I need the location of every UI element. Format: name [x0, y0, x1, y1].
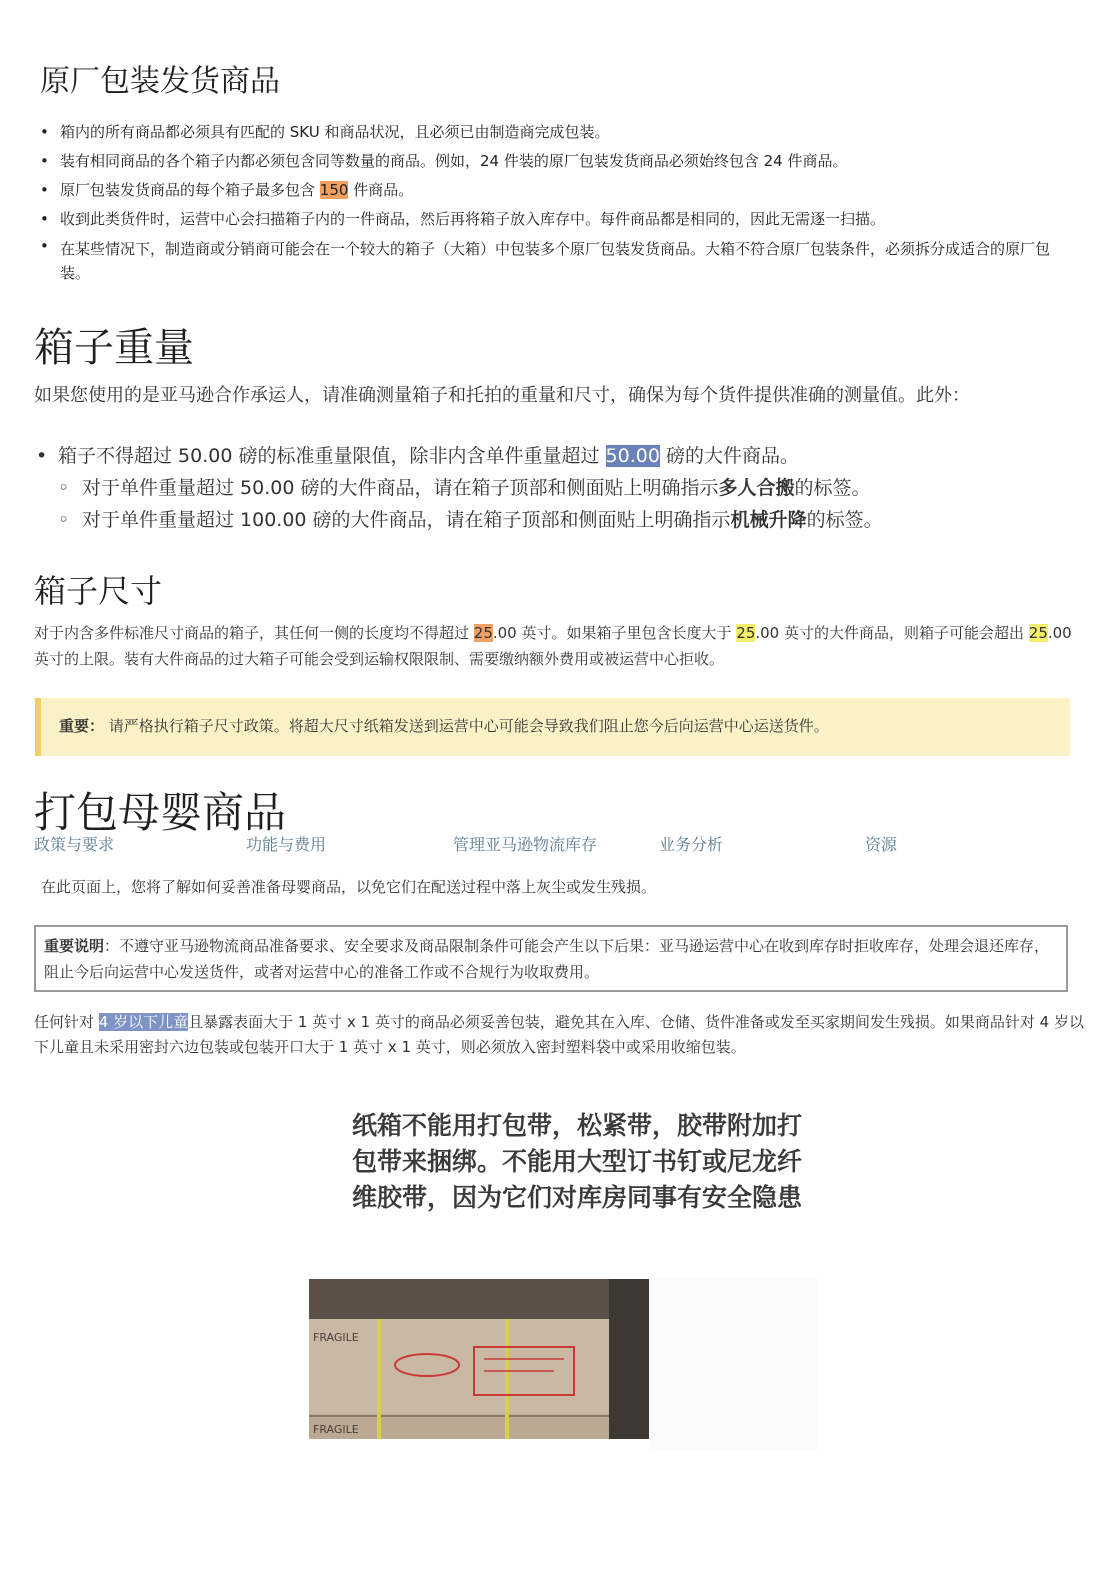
list-item-text: 原厂包装发货商品的每个箱子最多包含: [60, 181, 320, 199]
fragile-label-top: FRAGILE: [313, 1331, 359, 1344]
list-item-text: 对于单件重量超过 100.00 磅的大件商品，请在箱子顶部和侧面贴上明确指示: [82, 509, 731, 531]
para-text: 任何针对: [34, 1013, 99, 1031]
nav-link-business-analytics[interactable]: 业务分析: [659, 835, 724, 854]
list-item: [34, 440, 1074, 472]
important-label: 重要：: [59, 717, 105, 735]
box-weight-list: [34, 440, 1074, 536]
fragile-label-bottom: FRAGILE: [313, 1423, 359, 1436]
nav-link-manage-inventory[interactable]: 管理亚马逊物流库存: [453, 835, 598, 854]
sub-list-item: [34, 472, 1074, 504]
strapping-warning-caption: 纸箱不能用打包带，松紧带，胶带附加打包带来捆绑。不能用大型订书钉或尼龙纤维胶带，因为它们对库房同事有安全隐患: [352, 1111, 803, 1212]
section-title-box-dimensions: 箱子尺寸: [34, 572, 163, 610]
list-item-text: 对于单件重量超过 50.00 磅的大件商品，请在箱子顶部和侧面贴上明确指示: [82, 477, 719, 499]
label-team-lift: 多人合搬: [718, 477, 795, 499]
important-note-text: [44, 933, 1054, 985]
nav-link-features-fees[interactable]: 功能与费用: [246, 835, 327, 854]
list-item-text: 箱子不得超过 50.00 磅的标准重量限值，除非内含单件重量超过: [58, 445, 606, 467]
box-weight-intro: 如果您使用的是亚马逊合作承运人，请准确测量箱子和托拍的重量和尺寸，确保为每个货件提供准确的测量值。此外：: [34, 385, 970, 406]
para-text: .00 英寸。如果箱子里包含长度大于: [492, 624, 737, 642]
para-text: 且暴露表面大于 1 英寸 x 1 英寸的商品必须妥善包装，避免其在入库、仓储、货件准备或发至买家期间发生残损。如果商品针对 4 岁以下儿童且未采用密封六边包装或包装开口大于 1 英寸 x 1 英寸，则必须放入密封塑料袋中或采用收缩包装。: [34, 1013, 1084, 1056]
carton-illustration: [309, 1279, 649, 1439]
photo-background: [649, 1279, 819, 1449]
sub-list-item: [34, 504, 1074, 536]
list-item-text: 的标签。: [806, 509, 883, 531]
list-item: • 在某些情况下，制造商或分销商可能会在一个较大的箱子（大箱）中包装多个原厂包装发货商品。大箱不符合原厂包装条件，必须拆分成适合的原厂包装。: [38, 234, 1078, 285]
highlight-dimension: 25: [473, 624, 493, 642]
label-mech-lift: 机械升降: [730, 509, 807, 531]
highlight-weight: 50.00: [605, 445, 660, 467]
section-title-baby-products: 打包母婴商品: [34, 788, 287, 837]
highlight-age: 4 岁以下儿童: [98, 1013, 189, 1031]
highlight-dimension: 25: [1028, 624, 1048, 642]
para-text: .00 英寸的上限。装有大件商品的过大箱子可能会受到运输权限限制、需要缴纳额外费用或被运营中心拒收。: [34, 624, 1072, 668]
list-item-text: 件商品。: [348, 181, 414, 199]
list-item: • 收到此类货件时，运营中心会扫描箱子内的一件商品，然后再将箱子放入库存中。每件商品都是相同的，因此无需逐一扫描。: [38, 205, 1078, 234]
list-item: • 装有相同商品的各个箱子内都必须包含同等数量的商品。例如，24 件装的原厂包装发货商品必须始终包含 24 件商品。: [38, 147, 1078, 176]
important-callout: [35, 698, 1070, 756]
original-packaging-list: [38, 118, 1078, 285]
nav-link-resources[interactable]: 资源: [865, 835, 898, 854]
para-text: 对于内含多件标准尺寸商品的箱子，其任何一侧的长度均不得超过: [34, 624, 474, 642]
baby-products-paragraph: [34, 1010, 1084, 1060]
important-note-body: ：不遵守亚马逊物流商品准备要求、安全要求及商品限制条件可能会产生以下后果：亚马逊运营中心在收到库存时拒收库存，处理会退还库存，阻止今后向运营中心发送货件，或者对运营中心的准备工作或不合规行为收取费用。: [44, 937, 1050, 981]
box-dimensions-paragraph: [34, 620, 1074, 672]
list-item-text: 的标签。: [794, 477, 871, 499]
nav-link-policies[interactable]: 政策与要求: [34, 835, 115, 854]
highlight-dimension: 25: [736, 624, 756, 642]
list-item: • 箱内的所有商品都必须具有匹配的 SKU 和商品状况，且必须已由制造商完成包装。: [38, 118, 1078, 147]
list-item-text: 磅的大件商品。: [659, 445, 799, 467]
strapped-carton-photo: [309, 1279, 649, 1439]
section-title-box-weight: 箱子重量: [34, 325, 194, 371]
highlight-max-count: 150: [319, 181, 349, 199]
list-item: [38, 176, 1078, 205]
baby-products-intro: 在此页面上，您将了解如何妥善准备母婴商品，以免它们在配送过程中落上灰尘或发生残损。: [41, 878, 657, 896]
section-title-original-packaging: 原厂包装发货商品: [40, 64, 280, 99]
important-body: 请严格执行箱子尺寸政策。将超大尺寸纸箱发送到运营中心可能会导致我们阻止您今后向运营中心运送货件。: [104, 717, 829, 735]
important-note-box: [34, 925, 1068, 992]
para-text: .00 英寸的大件商品，则箱子可能会超出: [755, 624, 1029, 642]
important-callout-text: [59, 715, 829, 736]
important-note-label: 重要说明: [44, 937, 105, 955]
